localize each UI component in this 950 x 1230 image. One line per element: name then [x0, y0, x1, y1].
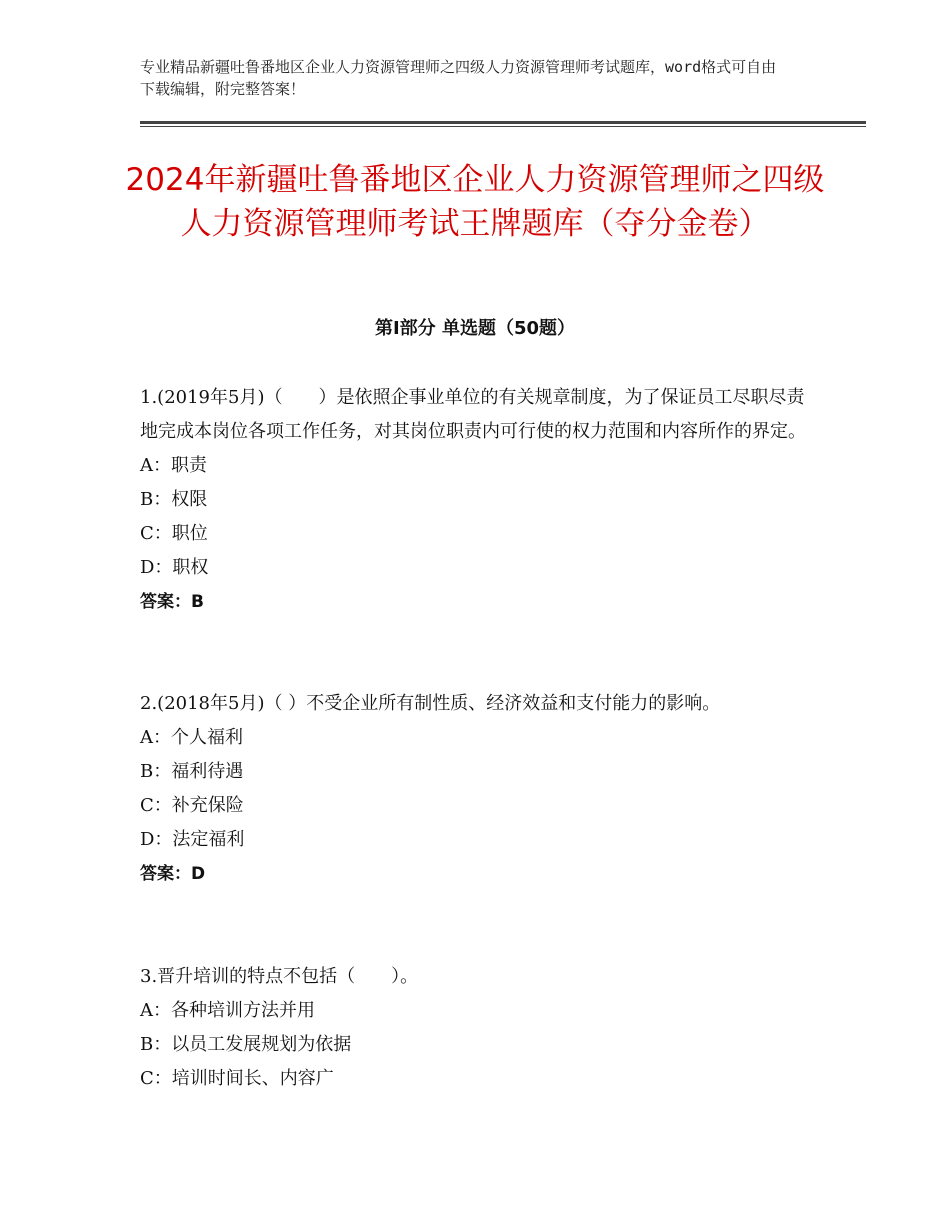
- header-divider: [140, 121, 866, 127]
- option-b: B：权限: [140, 489, 208, 510]
- question-2: [140, 687, 820, 891]
- option-a: A：个人福利: [140, 727, 243, 748]
- answer-label: 答案：D: [140, 864, 206, 884]
- question-text: 3.晋升培训的特点不包括（ ）。: [140, 966, 419, 987]
- answer-label: 答案：B: [140, 592, 204, 612]
- header-note: 专业精品新疆吐鲁番地区企业人力资源管理师之四级人力资源管理师考试题库，word格式可自由下载编辑，附完整答案！: [140, 58, 777, 98]
- option-b: B：以员工发展规划为依据: [140, 1034, 352, 1055]
- question-text: 2.(2018年5月)（ ）不受企业所有制性质、经济效益和支付能力的影响。: [140, 693, 721, 714]
- option-d: D：法定福利: [140, 829, 245, 850]
- question-text: 1.(2019年5月)（ ）是依照企事业单位的有关规章制度，为了保证员工尽职尽责地完成本岗位各项工作任务，对其岗位职责内可行使的权力范围和内容所作的界定。: [140, 387, 806, 442]
- option-a: A：各种培训方法并用: [140, 1000, 315, 1021]
- option-c: C：培训时间长、内容广: [140, 1068, 334, 1089]
- option-a: A：职责: [140, 455, 207, 476]
- document-title: 2024年新疆吐鲁番地区企业人力资源管理师之四级人力资源管理师考试王牌题库（夺分金卷）: [125, 162, 825, 242]
- option-c: C：补充保险: [140, 795, 244, 816]
- option-b: B：福利待遇: [140, 761, 244, 782]
- option-c: C：职位: [140, 523, 208, 544]
- section-heading: 第Ⅰ部分 单选题（50题）: [374, 318, 575, 339]
- question-1: [140, 381, 820, 619]
- question-3: [140, 960, 820, 1096]
- option-d: D：职权: [140, 557, 209, 578]
